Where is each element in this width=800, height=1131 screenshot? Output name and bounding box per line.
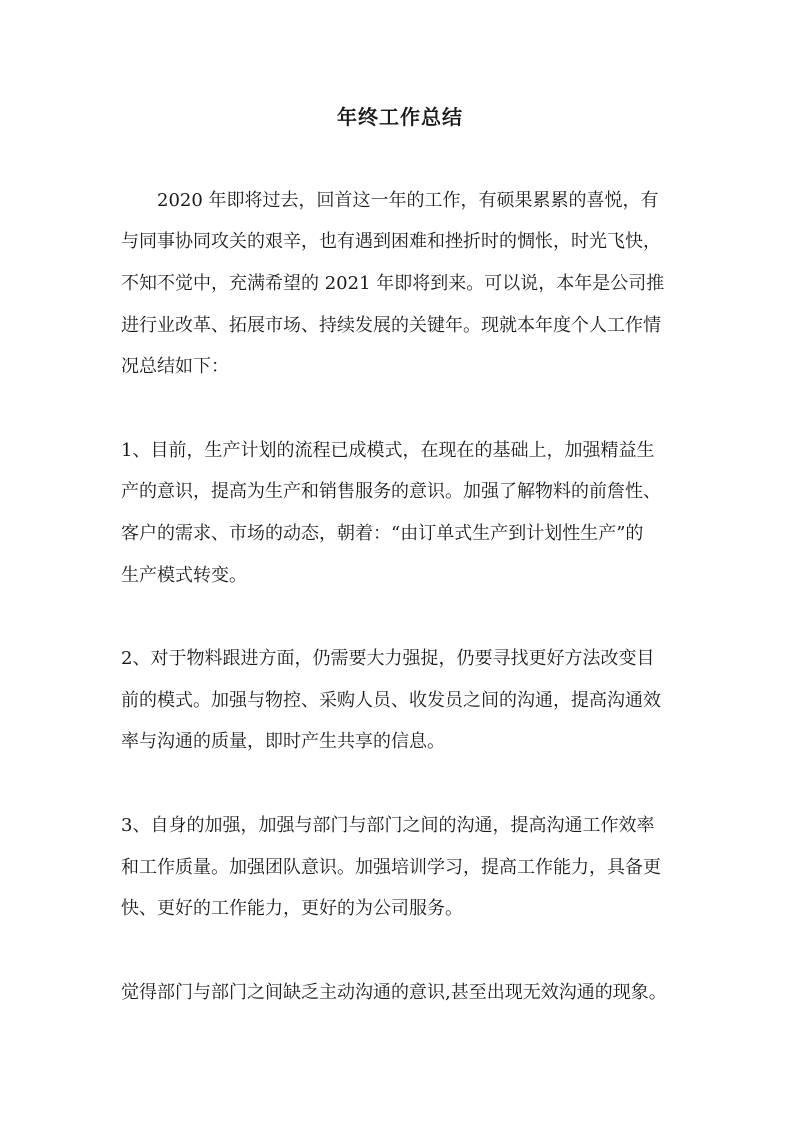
paragraph-1-line-1: 2020 年即将过去，回首这一年的工作，有硕果累累的喜悦，有	[157, 190, 659, 211]
paragraph-2-line-4: 生产模式转变。	[121, 565, 247, 586]
paragraph-3-line-2: 前的模式。加强与物控、采购人员、收发员之间的沟通，提高沟通效	[121, 690, 661, 711]
paragraph-5-line-1: 觉得部门与部门之间缺乏主动沟通的意识,甚至出现无效沟通的现象。	[121, 982, 667, 1003]
paragraph-4-line-3: 快、更好的工作能力，更好的为公司服务。	[121, 898, 463, 919]
paragraph-2-line-2: 产的意识，提高为生产和销售服务的意识。加强了解物料的前詹性、	[121, 481, 661, 502]
paragraph-2-line-1: 1、目前，生产计划的流程已成模式，在现在的基础上，加强精益生	[121, 440, 655, 461]
paragraph-1-line-3: 不知不觉中，充满希望的 2021 年即将到来。可以说，本年是公司推	[121, 273, 665, 294]
paragraph-4-line-1: 3、自身的加强，加强与部门与部门之间的沟通，提高沟通工作效率	[121, 815, 655, 836]
paragraph-1-line-2: 与同事协同攻关的艰辛，也有遇到困难和挫折时的惆怅，时光飞快，	[121, 231, 661, 252]
paragraph-1-line-5: 况总结如下：	[121, 356, 229, 377]
paragraph-4-line-2: 和工作质量。加强团队意识。加强培训学习，提高工作能力，具备更	[121, 857, 661, 878]
paragraph-3-line-1: 2、对于物料跟进方面，仍需要大力强捉，仍要寻找更好方法改变目	[121, 648, 655, 669]
paragraph-1-line-4: 进行业改革、拓展市场、持续发展的关键年。现就本年度个人工作情	[121, 315, 661, 336]
paragraph-2-line-3: 客户的需求、市场的动态，朝着：“由订单式生产到计划性生产”的	[121, 523, 644, 544]
document-title: 年终工作总结	[337, 105, 463, 129]
paragraph-3-line-3: 率与沟通的质量，即时产生共享的信息。	[121, 731, 445, 752]
